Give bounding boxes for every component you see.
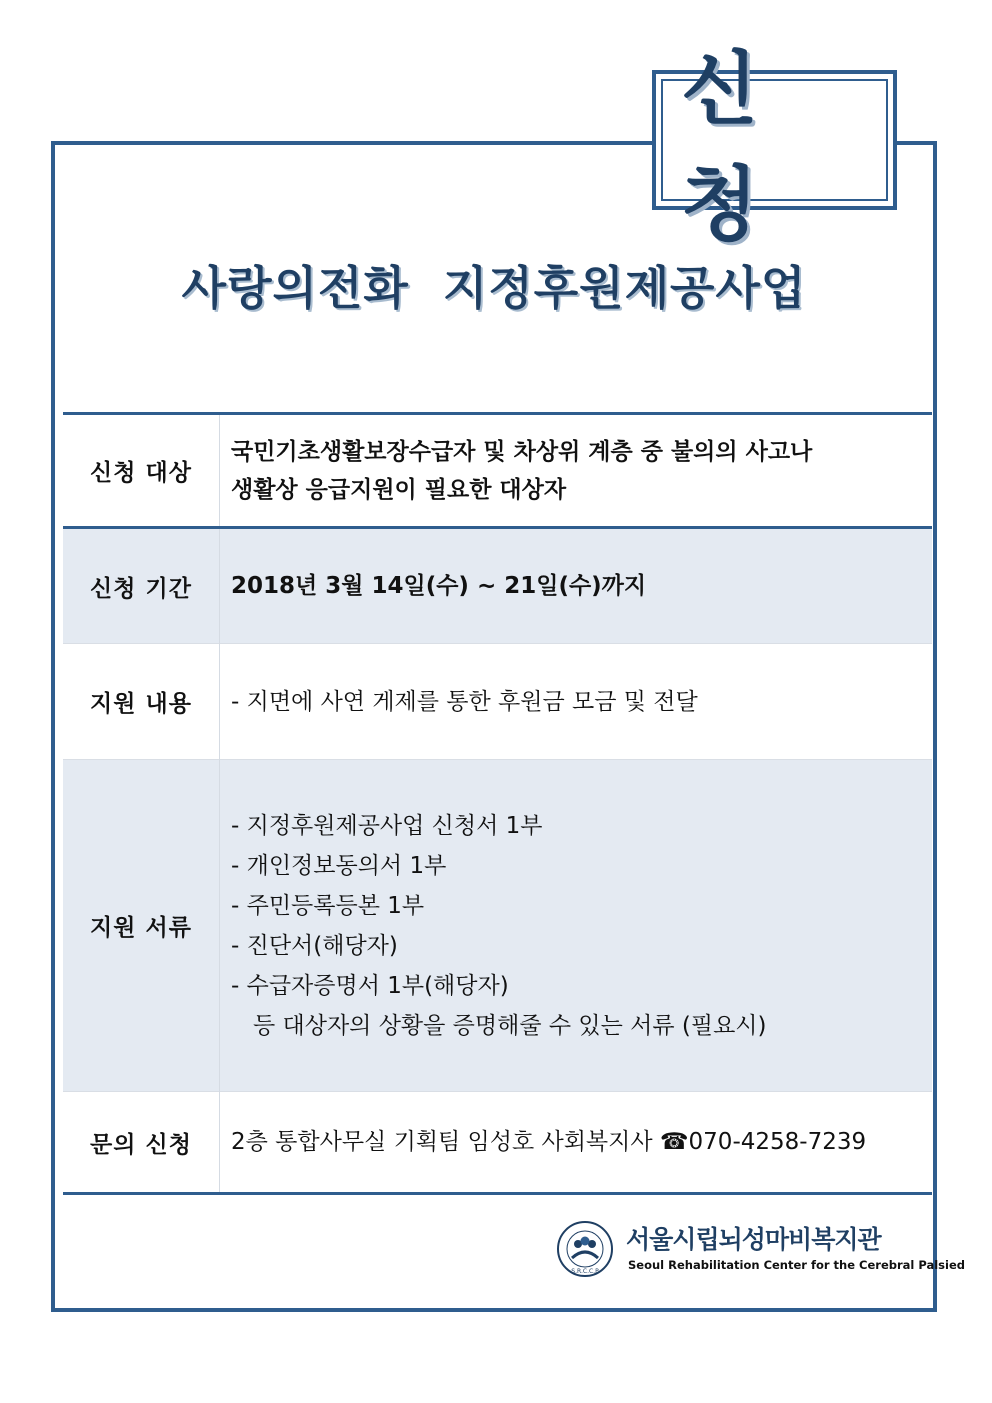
value-note: 등 대상자의 상황을 증명해줄 수 있는 서류 (필요시) (253, 1012, 767, 1039)
org-name: 서울시립뇌성마비복지관 (626, 1225, 881, 1254)
stamp-text: 신 청 (661, 79, 888, 201)
org-logo (556, 1218, 965, 1278)
value-line: - 지면에 사연 게제를 통한 후원금 모금 및 전달 (231, 688, 698, 715)
row-label: 지원 서류 (63, 760, 220, 1092)
row-value (220, 760, 933, 1092)
value-line: 2018년 3월 14일(수) ~ 21일(수)까지 (231, 573, 647, 599)
row-label: 신청 기간 (63, 528, 220, 644)
value-line: 국민기초생활보장수급자 및 차상위 계층 중 불의의 사고나 (231, 438, 813, 465)
value-line: - 지정후원제공사업 신청서 1부 (231, 812, 543, 839)
org-seal-icon (556, 1220, 614, 1278)
row-target (63, 414, 932, 528)
contact-line: 2층 통합사무실 기획팀 임성호 사회복지사 ☎070-4258-7239 (231, 1129, 867, 1155)
row-label: 문의 신청 (63, 1092, 220, 1194)
row-value (220, 1092, 933, 1194)
value-line: - 개인정보동의서 1부 (231, 852, 447, 879)
value-line: 생활상 응급지원이 필요한 대상자 (231, 476, 567, 503)
stamp-box (652, 43, 897, 251)
seal-text: S.R.C.C.P (571, 1268, 599, 1275)
page-title: 사랑의전화 지정후원제공사업 (181, 261, 807, 315)
row-value (220, 528, 933, 644)
row-content (63, 644, 932, 760)
row-period (63, 528, 932, 644)
row-label: 지원 내용 (63, 644, 220, 760)
info-table (63, 412, 932, 1195)
row-value (220, 414, 933, 528)
row-contact (63, 1092, 932, 1194)
value-line: - 수급자증명서 1부(해당자) (231, 972, 509, 999)
row-documents (63, 760, 932, 1092)
row-value (220, 644, 933, 760)
value-line: - 주민등록등본 1부 (231, 892, 425, 919)
row-label: 신청 대상 (63, 414, 220, 528)
value-line: - 진단서(해당자) (231, 932, 398, 959)
org-name-en: Seoul Rehabilitation Center for the Cerebral Palsied (628, 1258, 965, 1272)
